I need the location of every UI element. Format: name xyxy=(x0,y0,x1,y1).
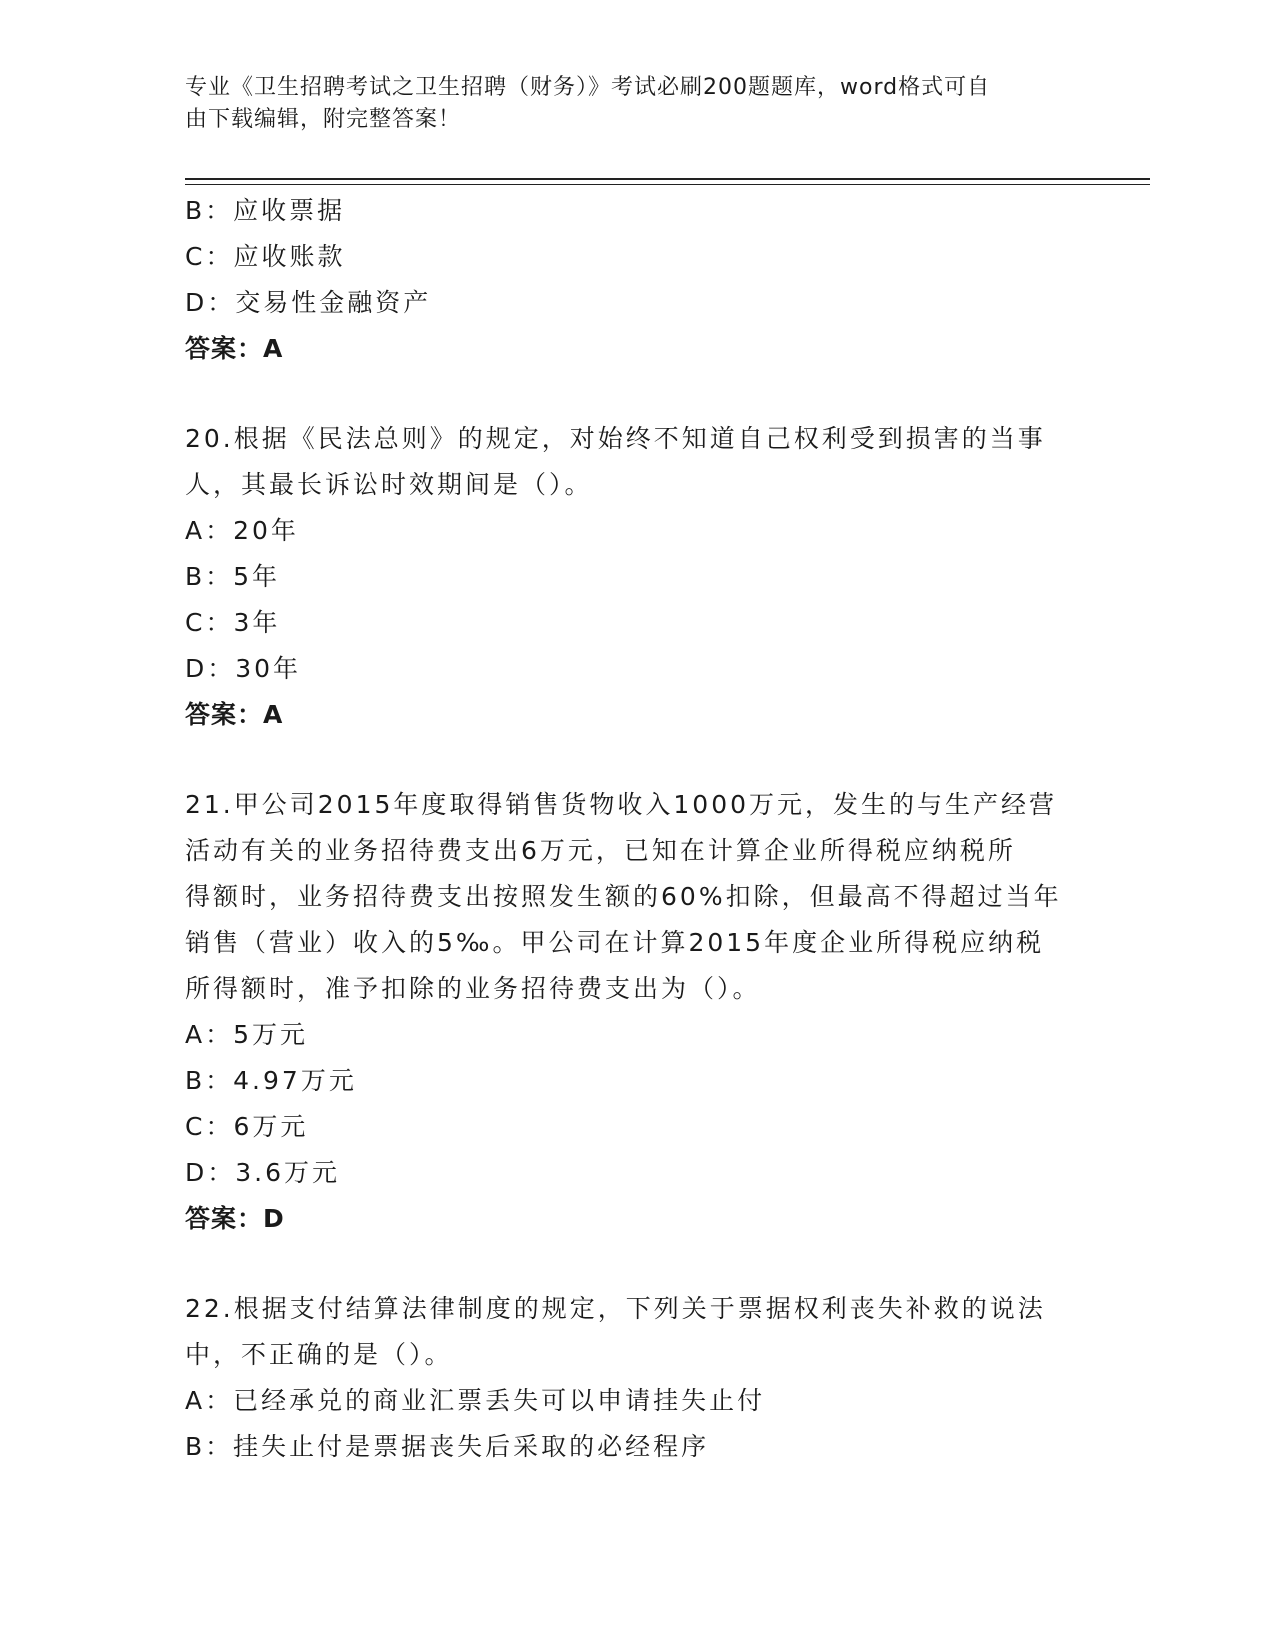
document-header xyxy=(185,72,1085,136)
option-c: C：应收账款 xyxy=(185,242,346,271)
question-20 xyxy=(185,416,1085,738)
question-stem-line: 得额时，业务招待费支出按照发生额的60%扣除，但最高不得超过当年 xyxy=(185,882,1062,911)
question-stem-line: 20.根据《民法总则》的规定，对始终不知道自己权利受到损害的当事 xyxy=(185,424,1046,453)
option-a: A：已经承兑的商业汇票丢失可以申请挂失止付 xyxy=(185,1386,766,1415)
question-22 xyxy=(185,1286,1085,1470)
option-d: D：3.6万元 xyxy=(185,1158,341,1187)
spacer xyxy=(185,738,1085,782)
option-d: D：交易性金融资产 xyxy=(185,288,432,317)
question-stem-line: 22.根据支付结算法律制度的规定，下列关于票据权利丧失补救的说法 xyxy=(185,1294,1046,1323)
question-21 xyxy=(185,782,1085,1242)
option-b: B：5年 xyxy=(185,562,281,591)
question-19-continued xyxy=(185,188,1085,372)
option-a: A：5万元 xyxy=(185,1020,309,1049)
question-stem-line: 销售（营业）收入的5‰。甲公司在计算2015年度企业所得税应纳税 xyxy=(185,928,1045,957)
spacer xyxy=(185,372,1085,416)
option-b: B：应收票据 xyxy=(185,196,346,225)
header-line-1: 专业《卫生招聘考试之卫生招聘（财务）》考试必刷200题题库，word格式可自 xyxy=(185,75,991,100)
spacer xyxy=(185,1242,1085,1286)
header-rule-thick xyxy=(185,178,1150,180)
option-a: A：20年 xyxy=(185,516,299,545)
question-list xyxy=(185,188,1085,1470)
header-rule-thin xyxy=(185,184,1150,185)
header-line-2: 由下载编辑，附完整答案！ xyxy=(185,107,462,132)
option-d: D：30年 xyxy=(185,654,302,683)
option-b: B：4.97万元 xyxy=(185,1066,357,1095)
question-stem-line: 中，不正确的是（）。 xyxy=(185,1340,453,1369)
answer-line: 答案：D xyxy=(185,1204,285,1233)
answer-line: 答案：A xyxy=(185,334,284,363)
option-c: C：6万元 xyxy=(185,1112,309,1141)
question-stem-line: 21.甲公司2015年度取得销售货物收入1000万元，发生的与生产经营 xyxy=(185,790,1058,819)
question-stem-line: 活动有关的业务招待费支出6万元，已知在计算企业所得税应纳税所 xyxy=(185,836,1016,865)
question-stem-line: 人，其最长诉讼时效期间是（）。 xyxy=(185,470,593,499)
question-stem-line: 所得额时，准予扣除的业务招待费支出为（）。 xyxy=(185,974,761,1003)
option-b: B：挂失止付是票据丧失后采取的必经程序 xyxy=(185,1432,710,1461)
option-c: C：3年 xyxy=(185,608,281,637)
answer-line: 答案：A xyxy=(185,700,284,729)
